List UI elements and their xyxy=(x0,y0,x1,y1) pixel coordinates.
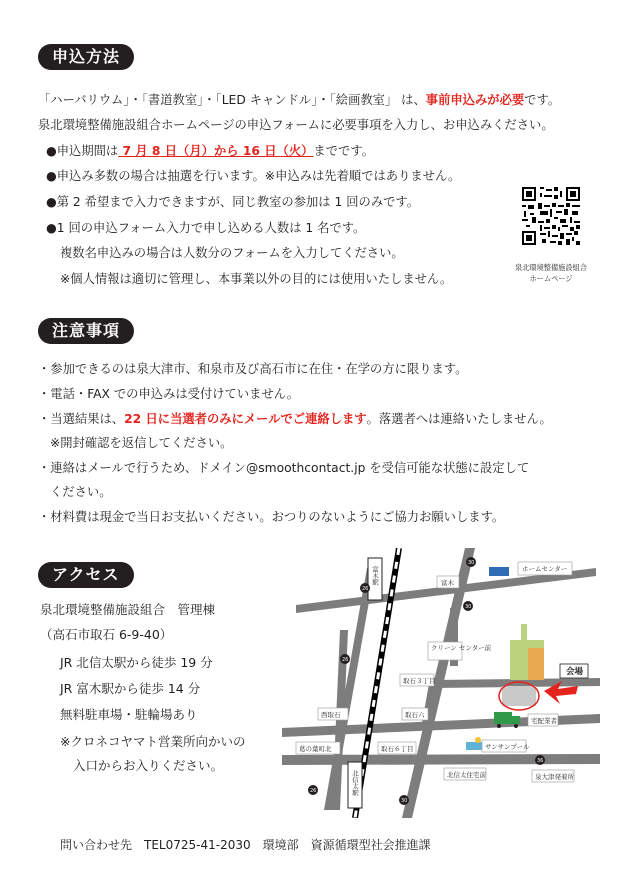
note-eligibility: ・参加できるのは泉大津市、和泉市及び高石市に在住・在学の方に限ります。 xyxy=(38,362,468,376)
qr-caption-line-1: 泉北環境整備施設組合 xyxy=(515,263,587,272)
qr-code-icon[interactable] xyxy=(522,187,580,245)
label-home-center: ホームセンター xyxy=(522,565,568,573)
route-30-label: 30 xyxy=(468,560,475,566)
route-26b-label: 26 xyxy=(342,657,349,663)
privacy-note: ※個人情報は適切に管理し、本事業以外の目的には使用いたしません。 xyxy=(60,272,453,286)
label-venue: 会場 xyxy=(566,667,584,677)
venue-building xyxy=(499,682,539,710)
apply-header: 申込方法 xyxy=(38,44,134,70)
label-sunsun: サンサンプール xyxy=(485,743,530,751)
period-label: ●申込期間は xyxy=(46,144,119,158)
qr-caption xyxy=(508,262,594,284)
route-26-label: 26 xyxy=(362,586,369,592)
period-dates: 7 月 8 日（月）から 16 日（火） xyxy=(118,144,314,158)
label-delivery: 宅配業者 xyxy=(531,717,557,725)
label-toriishi6b: 取石６丁目 xyxy=(381,745,414,753)
clean-center-building xyxy=(510,624,544,680)
label-nishitoriishi: 西取石 xyxy=(321,711,341,719)
result-label: ・当選結果は、 xyxy=(38,412,125,426)
walk-tomiki: JR 富木駅から徒歩 14 分 xyxy=(60,681,201,696)
contact-info: 問い合わせ先 TEL0725-41-2030 環境部 資源循環型社会推進課 xyxy=(60,838,431,852)
parking-info: 無料駐車場・駐輪場あり xyxy=(60,707,198,722)
intro-tail: です。 xyxy=(524,93,561,107)
route-36-label: 36 xyxy=(537,758,544,764)
access-header: アクセス xyxy=(38,562,134,588)
label-kadonomae: 葛の葉町北 xyxy=(299,745,332,753)
label-izumiotsu-dock: 泉大津発着所 xyxy=(535,773,574,781)
intro-text: 「ハーバリウム」・「書道教室」・「LED キャンドル」・「絵画教室」 は、 xyxy=(38,93,426,107)
result-red-text: 22 日に当選者のみにメールでご連絡します xyxy=(124,412,367,426)
apply-bullet-count-sub: 複数名申込みの場合は人数分のフォームを入力してください。 xyxy=(60,246,404,260)
note-fee: ・材料費は現金で当日お支払いください。おつりのないようにご協力お願いします。 xyxy=(38,510,505,524)
apply-bullet-count: ●1 回の申込フォーム入力で申し込める人数は 1 名です。 xyxy=(46,221,366,235)
access-map[interactable] xyxy=(282,548,600,818)
apply-intro-1 xyxy=(38,92,560,108)
intro-red-text: 事前申込みが必要 xyxy=(425,93,525,107)
apply-bullet-choice: ●第 2 希望まで入力できますが、同じ教室の参加は 1 回のみです。 xyxy=(46,195,420,209)
entry-note-1: ※クロネコヤマト営業所向かいの xyxy=(60,734,246,749)
label-toriishi6: 取石六 xyxy=(405,711,425,719)
apply-bullet-period xyxy=(46,143,374,159)
notes-header: 注意事項 xyxy=(38,318,134,344)
station-kitashinoda-label: 北信太駅 xyxy=(351,770,359,796)
route-30b-label: 30 xyxy=(465,604,472,610)
entry-note-2: 入口からお入りください。 xyxy=(73,758,224,773)
note-result xyxy=(38,411,552,427)
label-kitashinoda-house: 北信太住宅前 xyxy=(447,771,486,779)
road-south xyxy=(282,754,600,765)
note-domain-sub: ください。 xyxy=(50,485,112,499)
note-no-phone: ・電話・FAX での申込みは受付けていません。 xyxy=(38,387,300,401)
home-center-building xyxy=(489,567,509,576)
station-tomiki-label: 富木駅 xyxy=(371,566,379,586)
note-domain: ・連絡はメールで行うため、ドメイン@smoothcontact.jp を受信可能な状態に設定して xyxy=(38,461,530,475)
route-26c-label: 26 xyxy=(310,788,317,794)
route-30c-label: 30 xyxy=(401,798,408,804)
apply-bullet-lottery: ●申込み多数の場合は抽選を行います。※申込みは先着順ではありません。 xyxy=(46,169,461,183)
apply-intro-2: 泉北環境整備施設組合ホームページの申込フォームに必要事項を入力し、お申込みください。 xyxy=(38,118,554,132)
label-toriishi3: 取石３丁目 xyxy=(403,677,436,685)
pool-icon xyxy=(466,737,482,750)
result-tail: 。落選者へは連絡いたしません。 xyxy=(366,412,552,426)
label-clean-center: クリーン センター前 xyxy=(431,644,492,652)
walk-kitashinoda: JR 北信太駅から徒歩 19 分 xyxy=(60,655,213,670)
label-tomiki: 富木 xyxy=(441,579,454,587)
period-tail: までです。 xyxy=(313,144,374,158)
qr-caption-line-2: ホームページ xyxy=(529,274,573,283)
facility-name: 泉北環境整備施設組合 管理棟 xyxy=(40,602,216,617)
note-result-sub: ※開封確認を返信してください。 xyxy=(50,436,233,450)
facility-address: （高石市取石 6-9-40） xyxy=(40,627,173,642)
